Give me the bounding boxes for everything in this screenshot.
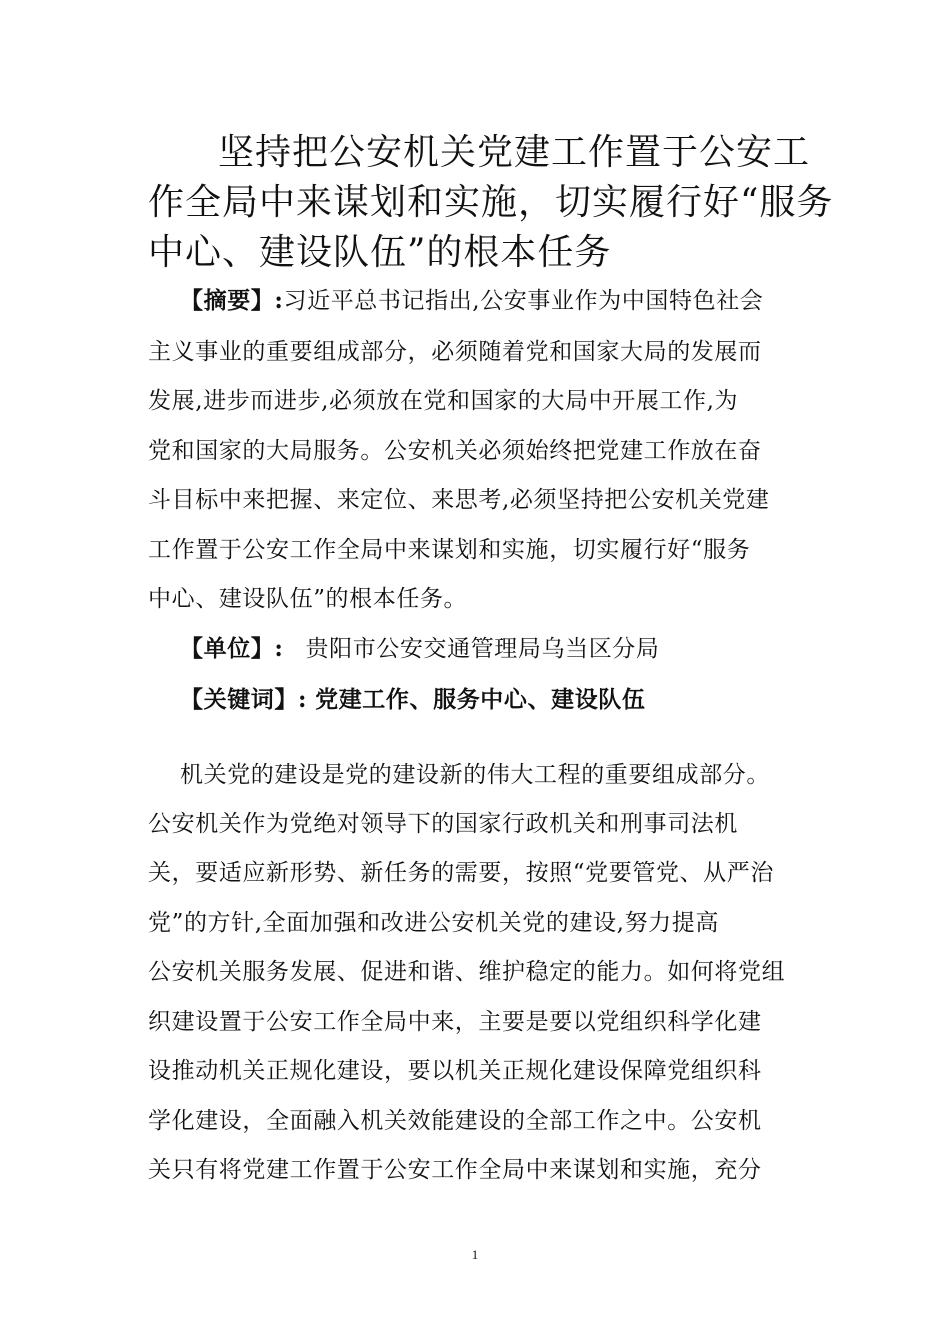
- title-line: 作全局中来谋划和实施，切实履行好“服务: [148, 182, 834, 223]
- abstract-line: 主义事业的重要组成部分，必须随着党和国家大局的发展而: [148, 339, 762, 365]
- abstract-line: 工作置于公安工作全局中来谋划和实施，切实履行好“服务: [148, 537, 751, 563]
- unit-value: 贵阳市公安交通管理局乌当区分局: [305, 636, 660, 662]
- abstract-label: 【摘要】:: [180, 287, 284, 314]
- abstract-line: 党和国家的大局服务。公安机关必须始终把党建工作放在奋: [148, 438, 762, 464]
- unit-line: [180, 634, 660, 664]
- body-line: 关，要适应新形势、新任务的需要，按照“党要管党、从严治: [148, 860, 774, 886]
- abstract-line: 斗目标中来把握、来定位、来思考,必须坚持把公安机关党建: [148, 487, 770, 513]
- abstract-line: [180, 286, 763, 316]
- body-line: 公安机关作为党绝对领导下的国家行政机关和刑事司法机: [148, 811, 738, 837]
- title-line: 中心、建设队伍”的根本任务: [148, 232, 612, 273]
- page-number: 1: [471, 1247, 479, 1262]
- keywords-value: 党建工作、服务中心、建设队伍: [315, 686, 646, 713]
- keywords-label: 【关键词】:: [180, 686, 308, 713]
- body-line: 机关党的建设是党的建设新的伟大工程的重要组成部分。: [180, 762, 770, 788]
- abstract-line: 中心、建设队伍”的根本任务。: [148, 586, 468, 612]
- document-title: [148, 128, 834, 278]
- keywords-line: [180, 685, 646, 715]
- abstract-line: 发展,进步而进步,必须放在党和国家的大局中开展工作,为: [148, 388, 739, 414]
- abstract-text: 习近平总书记指出,公安事业作为中国特色社会: [283, 288, 764, 314]
- body-line: 公安机关服务发展、促进和谐、维护稳定的能力。如何将党组: [148, 959, 786, 985]
- title-line: 坚持把公安机关党建工作置于公安工: [218, 132, 811, 173]
- body-line: 设推动机关正规化建设，要以机关正规化建设保障党组织科: [148, 1058, 762, 1084]
- body-line: 关只有将党建工作置于公安工作全局中来谋划和实施，充分: [148, 1157, 762, 1183]
- unit-label: 【单位】:: [180, 635, 284, 662]
- body-line: 织建设置于公安工作全局中来，主要是要以党组织科学化建: [148, 1009, 762, 1035]
- body-line: 党”的方针,全面加强和改进公安机关党的建设,努力提高: [148, 910, 719, 936]
- body-line: 学化建设，全面融入机关效能建设的全部工作之中。公安机: [148, 1108, 762, 1134]
